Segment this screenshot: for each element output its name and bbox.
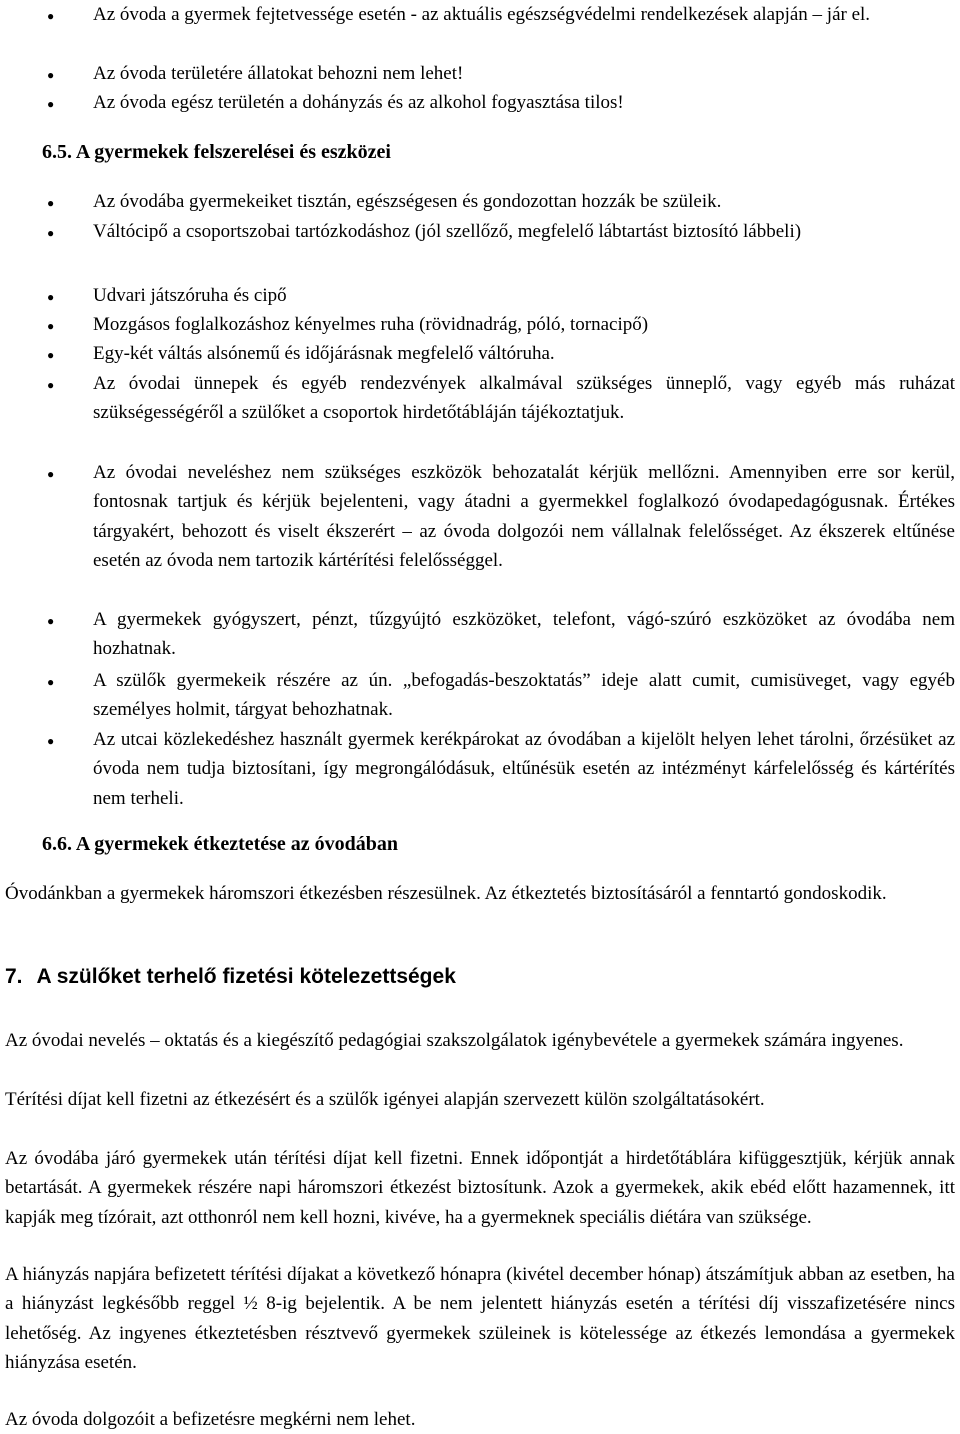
- paragraph: Az óvodába járó gyermekek után térítési díjat kell fizetni. Ennek időpontját a hirdetőtáblára kifüggesztjük, kérjük annak betartását. A gyermekek részére napi háromszori étkezést biztosítunk. Azok a gyermekek, akik ebéd előtt hazamennek, itt kapják meg tízórait, azt otthonról nem kell hozni, kivéve, ha a gyermeknek speciális diétára van szüksége.: [5, 1148, 955, 1228]
- bullet-icon: [47, 217, 54, 248]
- section-heading-6-5: 6.5. A gyermekek felszerelései és eszközei: [42, 141, 391, 163]
- paragraph: Az óvodai nevelés – oktatás és a kiegészítő pedagógiai szakszolgálatok igénybevétele a gyermekek számára ingyenes.: [5, 1030, 904, 1051]
- list-item: ● Az óvodába gyermekeiket tisztán, egészségesen és gondozottan hozzák be szüleik.: [93, 187, 955, 216]
- paragraph: Térítési díjat kell fizetni az étkezésért és a szülők igényei alapján szervezett külön szolgáltatásokért.: [5, 1089, 765, 1110]
- list-item: ● Mozgásos foglalkozáshoz kényelmes ruha (rövidnadrág, póló, tornacipő): [93, 310, 955, 339]
- bullet-icon: [47, 88, 54, 119]
- bullet-icon: [47, 310, 54, 341]
- bullet-icon: [47, 666, 54, 697]
- list-item: ● Váltócipő a csoportszobai tartózkodáshoz (jól szellőző, megfelelő lábtartást biztosító lábbeli): [93, 217, 955, 246]
- section-heading-6-6: 6.6. A gyermekek étkeztetése az óvodában: [42, 833, 399, 855]
- bullet-icon: [47, 605, 54, 636]
- bullet-icon: [47, 281, 54, 312]
- list-item: ● Az óvoda területére állatokat behozni nem lehet!: [93, 59, 955, 88]
- bullet-icon: [47, 339, 54, 370]
- list-item: ● Udvari játszóruha és cipő: [93, 281, 955, 310]
- list-item: ● Az óvoda egész területén a dohányzás és az alkohol fogyasztása tilos!: [93, 88, 955, 117]
- section-heading-7: 7. A szülőket terhelő fizetési kötelezettségek: [5, 965, 456, 988]
- list-item: ● A gyermekek gyógyszert, pénzt, tűzgyújtó eszközöket, telefont, vágó-szúró eszközöket az óvodába nem hozhatnak.: [93, 605, 955, 664]
- list-item: ● A szülők gyermekeik részére az ún. „befogadás-beszoktatás” ideje alatt cumit, cumisüveget, vagy egyéb személyes holmit, tárgyat behozhatnak.: [93, 666, 955, 725]
- bullet-icon: [47, 187, 54, 218]
- bullet-icon: [47, 725, 54, 756]
- paragraph: Az óvoda dolgozóit a befizetésre megkérni nem lehet.: [5, 1409, 416, 1430]
- list-item: ● Az óvoda a gyermek fejtetvessége esetén - az aktuális egészségvédelmi rendelkezések alapján – jár el.: [93, 0, 955, 29]
- list-item: ● Az óvodai ünnepek és egyéb rendezvények alkalmával szükséges ünneplő, vagy egyéb más ruházat szükségességéről a szülőket a csoportok hirdetőtábláján tájékoztatjuk.: [93, 369, 955, 428]
- paragraph: A hiányzás napjára befizetett térítési díjakat a következő hónapra (kivétel december hónap) átszámítjuk abban az esetben, ha a hiányzást legkésőbb reggel ½ 8-ig bejelentik. A be nem jelentett hiányzás esetén a térítési díj visszafizetésére nincs lehetőség. Az ingyenes étkeztetésben résztvevő gyermekek szüleinek is kötelessége az étkezés lemondása a gyermekek hiányzása esetén.: [5, 1264, 955, 1373]
- list-item: ● Az utcai közlekedéshez használt gyermek kerékpárokat az óvodában a kijelölt helyen lehet tárolni, őrzésüket az óvoda nem tudja biztosítani, így megrongálódásuk, eltűnésük esetén az intézményt kárfelelősség és kártérítés nem terheli.: [93, 725, 955, 813]
- paragraph: Óvodánkban a gyermekek háromszori étkezésben részesülnek. Az étkeztetés biztosításáról a fenntartó gondoskodik.: [5, 883, 887, 904]
- list-item: ● Az óvodai neveléshez nem szükséges eszközök behozatalát kérjük mellőzni. Amennyiben erre sor kerül, fontosnak tartjuk és kérjük bejelenteni, vagy átadni a gyermekkel foglalkozó óvodapedagógusnak. Értékes tárgyakért, behozott és viselt ékszerért – az óvoda dolgozói nem vállalnak felelősséget. Az ékszerek eltűnése esetén az óvoda nem tartozik kártérítési felelősséggel.: [93, 458, 955, 575]
- list-item: ● Egy-két váltás alsónemű és időjárásnak megfelelő váltóruha.: [93, 339, 955, 368]
- bullet-icon: [47, 458, 54, 489]
- bullet-icon: [47, 369, 54, 400]
- bullet-icon: [47, 0, 54, 31]
- bullet-icon: [47, 59, 54, 90]
